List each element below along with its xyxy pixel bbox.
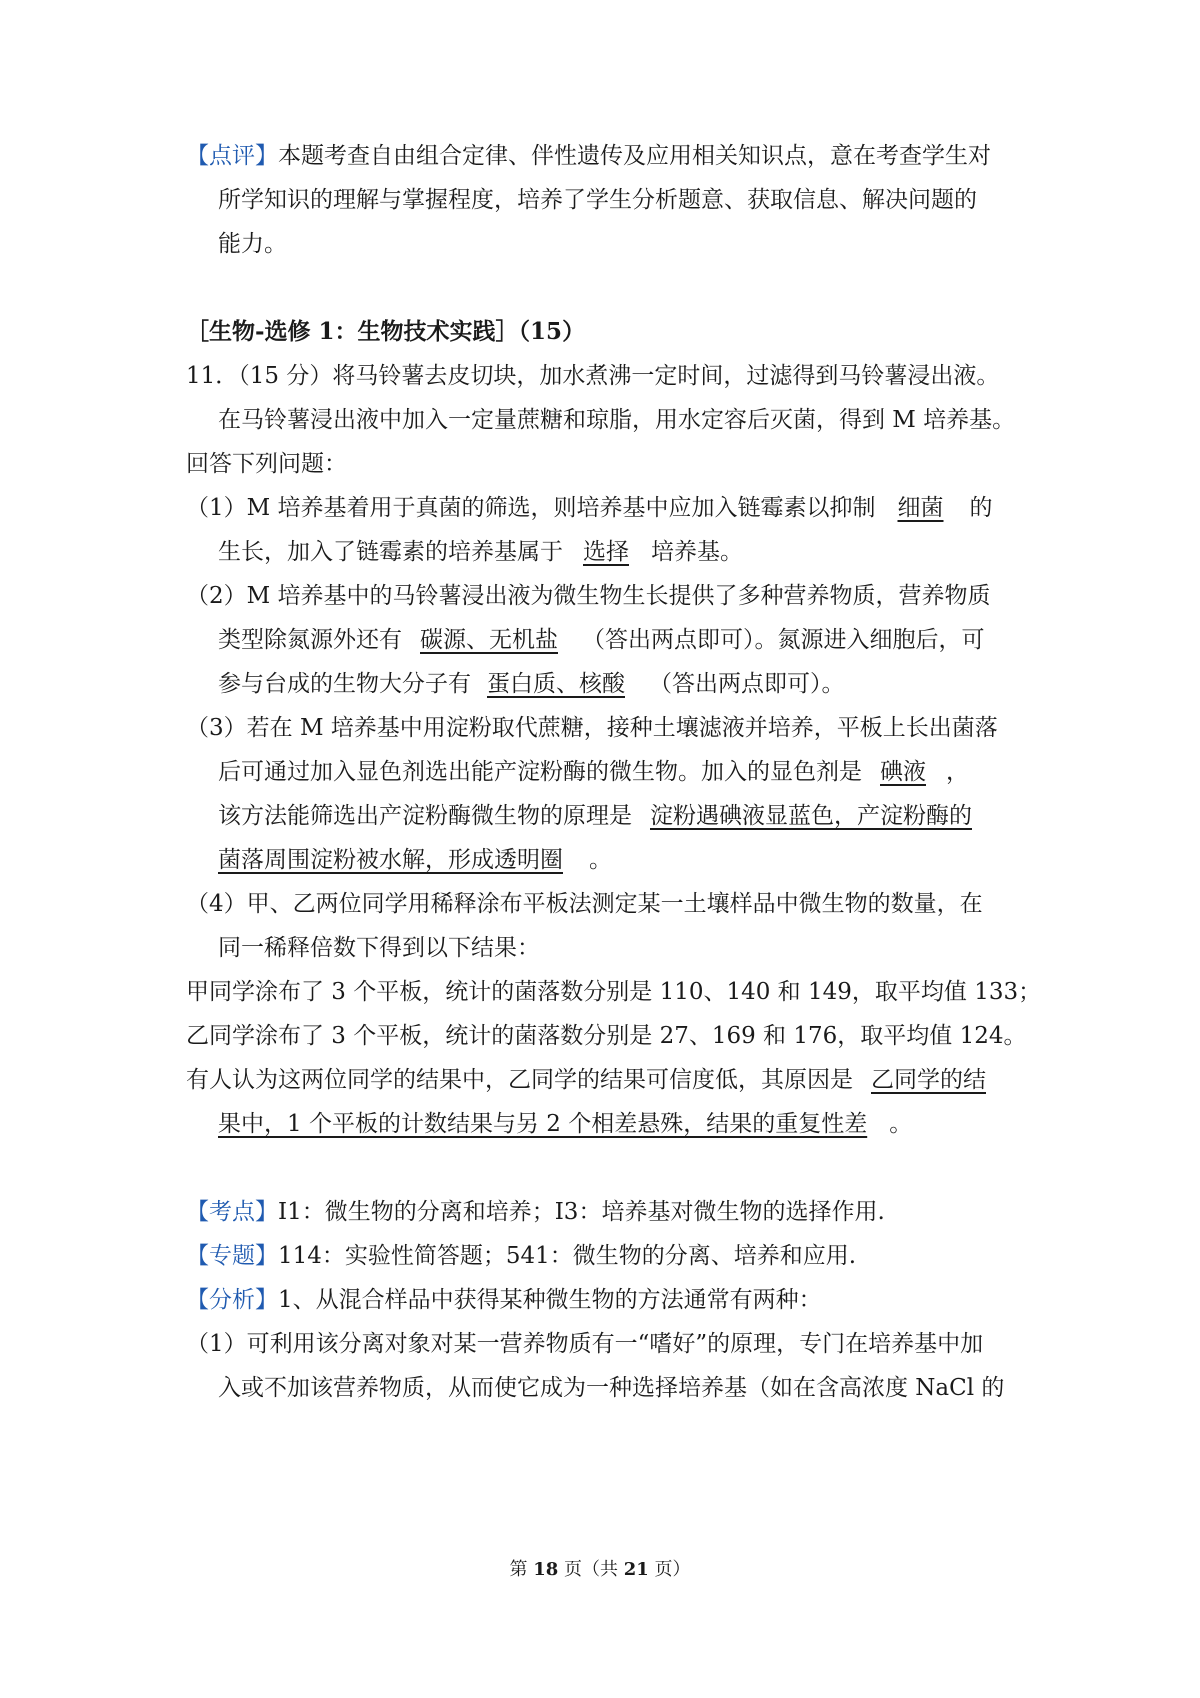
question-line-2: 在马铃薯浸出液中加入一定量蔗糖和琼脂，用水定容后灭菌，得到 M 培养基。 (218, 407, 1016, 433)
part2-answer-carbon-salts: 碳源、无机盐 (420, 627, 558, 653)
part3-text-e: 。 (589, 847, 612, 873)
part3-line-2 (218, 754, 1058, 790)
part4-answer-2: 果中，1 个平板的计数结果与另 2 个相差悬殊，结果的重复性差 (218, 1111, 868, 1137)
zhuanti-tag: 【专题】 (186, 1243, 278, 1269)
fenxi-text: 1、从混合样品中获得某种微生物的方法通常有两种： (278, 1287, 822, 1313)
part2-text-c: （答出两点即可）。氮源进入细胞后，可 (582, 627, 985, 653)
comment-line-2: 所学知识的理解与掌握程度，培养了学生分析题意、获取信息、解决问题的 (218, 187, 977, 213)
fenxi-line-1 (186, 1282, 1026, 1318)
part4-line-3: 甲同学涂布了 3 个平板，统计的菌落数分别是 110、140 和 149，取平均值 133； (186, 979, 1042, 1005)
fenxi-line-2: （1）可利用该分离对象对某一营养物质有一“嗜好”的原理，专门在培养基中加 (186, 1331, 984, 1357)
part4-line-6 (218, 1106, 1058, 1142)
part4-line-2: 同一稀释倍数下得到以下结果： (218, 935, 540, 961)
part4-line-5 (186, 1062, 1026, 1098)
fenxi-tag: 【分析】 (186, 1287, 278, 1313)
part1-text-d: 培养基。 (651, 539, 743, 565)
part3-line-1: （3）若在 M 培养基中用淀粉取代蔗糖，接种土壤滤液并培养，平板上长出菌落 (186, 715, 998, 741)
part1-line-2 (218, 534, 1058, 570)
part2-line-2 (218, 622, 1058, 658)
page-total: 21 (623, 1559, 649, 1580)
part4-text-f: 。 (889, 1111, 913, 1137)
part1-line-1 (186, 490, 1026, 526)
part3-text-d: 该方法能筛选出产淀粉酶微生物的原理是 (218, 803, 632, 829)
part4-line-4: 乙同学涂布了 3 个平板，统计的菌落数分别是 27、169 和 176，取平均值 124。 (186, 1023, 1027, 1049)
part4-answer-1: 乙同学的结 (871, 1067, 986, 1093)
part1-text-b: 的 (969, 495, 993, 521)
part3-line-3 (218, 798, 1058, 834)
page-footer: 第 18 页（共 21 页） (509, 1559, 691, 1580)
section-heading: ［生物-选修 1：生物技术实践］（15） (186, 318, 586, 345)
kaodian-line (186, 1194, 1026, 1230)
part3-answer-principle-2: 菌落周围淀粉被水解，形成透明圈 (218, 847, 563, 873)
zhuanti-line (186, 1238, 1026, 1274)
kaodian-text: I1：微生物的分离和培养；I3：培养基对微生物的选择作用. (278, 1199, 885, 1225)
part3-answer-principle-1: 淀粉遇碘液显蓝色，产淀粉酶的 (650, 803, 972, 829)
part2-answer-protein-nucleic: 蛋白质、核酸 (487, 671, 625, 697)
part1-text-a: （1）M 培养基着用于真菌的筛选，则培养基中应加入链霉素以抑制 (186, 495, 876, 521)
part3-answer-iodine: 碘液 (880, 759, 926, 785)
kaodian-tag: 【考点】 (186, 1199, 278, 1225)
part2-line-1: （2）M 培养基中的马铃薯浸出液为微生物生长提供了多种营养物质，营养物质 (186, 583, 991, 609)
fenxi-line-3: 入或不加该营养物质，从而使它成为一种选择培养基（如在含高浓度 NaCl 的 (218, 1375, 1005, 1401)
zhuanti-text: 114：实验性简答题；541：微生物的分离、培养和应用. (278, 1243, 857, 1269)
part1-answer-selective: 选择 (583, 539, 629, 565)
page-number: 18 (533, 1559, 559, 1580)
comment-line-1 (186, 138, 1026, 174)
comment-tag: 【点评】 (186, 143, 278, 169)
part2-line-3 (218, 666, 1058, 702)
part3-text-c: ， (946, 759, 969, 785)
part3-text-b: 后可通过加入显色剂选出能产淀粉酶的微生物。加入的显色剂是 (218, 759, 862, 785)
part3-line-4 (218, 842, 1058, 878)
question-line-1: 11．（15 分）将马铃薯去皮切块，加水煮沸一定时间，过滤得到马铃薯浸出液。 (186, 363, 1000, 389)
question-line-3: 回答下列问题： (186, 451, 347, 477)
part2-text-b: 类型除氮源外还有 (218, 627, 402, 653)
comment-line-3: 能力。 (218, 231, 287, 257)
part4-text-e: 有人认为这两位同学的结果中，乙同学的结果可信度低，其原因是 (186, 1067, 853, 1093)
part1-answer-bacteria: 细菌 (897, 495, 944, 521)
part4-line-1: （4）甲、乙两位同学用稀释涂布平板法测定某一土壤样品中微生物的数量，在 (186, 891, 983, 917)
part2-text-e: （答出两点即可）。 (649, 671, 845, 697)
part2-text-d: 参与台成的生物大分子有 (218, 671, 471, 697)
part1-text-c: 生长，加入了链霉素的培养基属于 (218, 539, 563, 565)
comment-text-1: 本题考查自由组合定律、伴性遗传及应用相关知识点，意在考查学生对 (278, 143, 991, 169)
